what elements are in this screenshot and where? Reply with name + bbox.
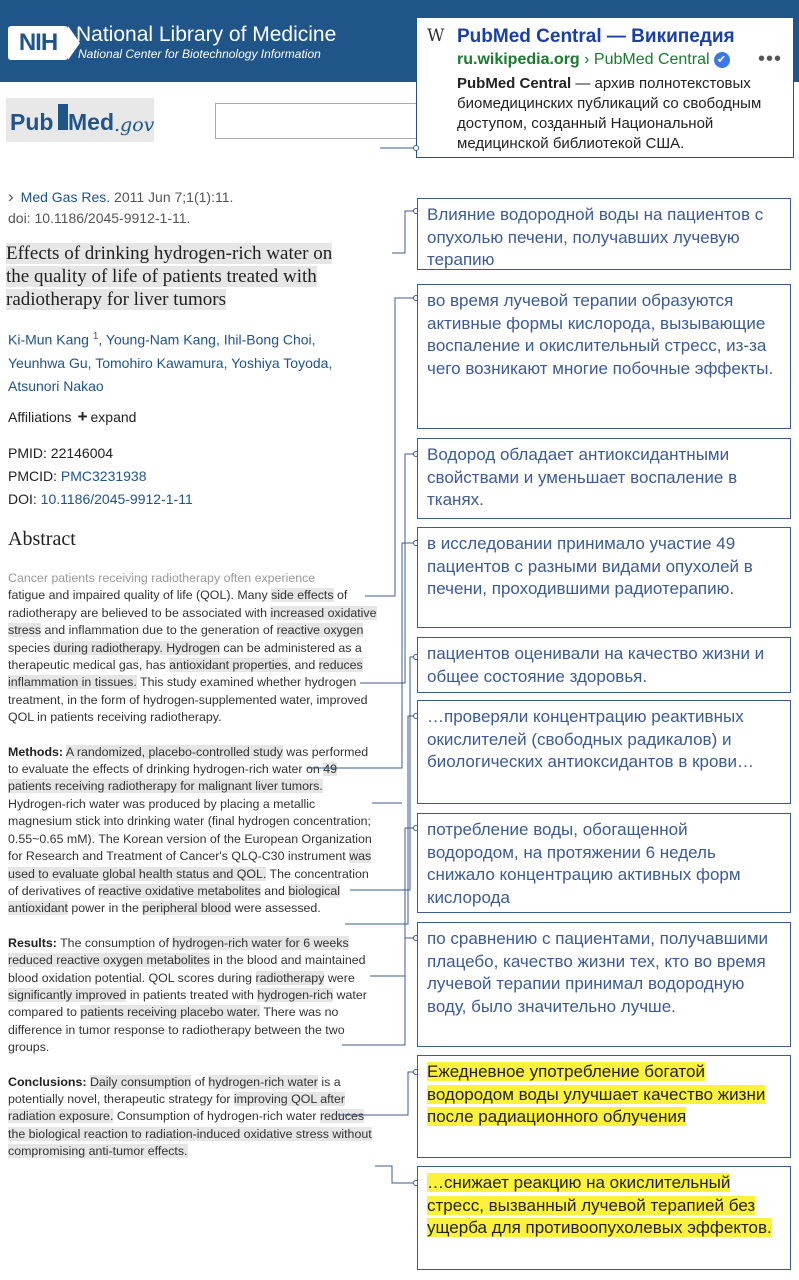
wikipedia-popup [416, 17, 794, 158]
search-input[interactable] [215, 103, 426, 139]
article-ids [8, 442, 193, 511]
doi-label: DOI: [8, 491, 41, 507]
highlight: peripheral blood [142, 901, 232, 916]
article-title [6, 242, 392, 311]
abstract-methods [8, 744, 378, 918]
highlight: during radiotherapy. Hydrogen [53, 640, 220, 655]
highlight: hydrogen-rich water [208, 1074, 318, 1089]
highlighted-text: Ежедневное употребление богатой водородом воды улучшает качество жизни после радиационного облучения [427, 1062, 766, 1126]
annotation-note: потребление воды, обогащенной водородом, на протяжении 6 недель снижало концентрацию активных форм кислорода [417, 813, 791, 913]
abstract-text: of [191, 1074, 209, 1089]
pubmed-logo-pub: Pub [10, 109, 54, 135]
more-options-icon[interactable]: ••• [758, 48, 783, 70]
abstract-text: was performed to evaluate the effects of drinking hydrogen-rich water on [8, 744, 369, 777]
author-list: Ki-Mun Kang $^1$, Young-Nam Kang, Ihil-Bong Choi, Yeunhwa Gu, Tomohiro Kawamura, Yoshiya Toyoda, Atsunori Nakao [8, 331, 333, 394]
citation-line [8, 187, 233, 207]
pmcid-label: PMCID: [8, 468, 61, 484]
annotation-note: пациентов оценивали на качество жизни и общее состояние здоровья. [417, 637, 791, 693]
abstract-text: of radiotherapy are believed to be associated with [8, 588, 348, 620]
abstract-text: can be administered as a therapeutic medical gas, has [8, 640, 362, 673]
abstract-text: species [8, 640, 54, 655]
highlight: reactive oxygen [276, 623, 364, 638]
pubmed-logo-gov: .gov [114, 114, 155, 136]
highlight: increased oxidative stress [8, 605, 377, 638]
abstract-text: in the blood and maintained blood oxidation potential. QOL scores during [8, 953, 366, 985]
affiliations-label: Affiliations [8, 409, 72, 425]
abstract-text: Consumption of hydrogen-rich water [113, 1109, 321, 1124]
abstract-background [8, 570, 378, 727]
abstract-conclusions [8, 1074, 378, 1161]
highlight: significantly improved [8, 987, 127, 1002]
section-label: Conclusions: [8, 1074, 87, 1089]
wiki-snippet-bold: PubMed Central [457, 75, 572, 92]
author-link[interactable]: Yoshiya Toyoda [231, 354, 329, 371]
abstract-text: and [260, 883, 289, 898]
highlight: improving QOL after radiation exposure. [8, 1091, 346, 1124]
faded-text: Cancer patients receiving radiotherapy often experience [8, 571, 316, 585]
pmcid-link[interactable]: PMC3231938 [60, 468, 147, 484]
author-link[interactable]: Ki-Mun Kang [8, 331, 89, 348]
highlight: 49 patients receiving radiotherapy for malignant liver tumors. [8, 762, 338, 794]
abstract-heading: Abstract [8, 528, 76, 550]
journal-link[interactable]: Med Gas Res. [20, 189, 111, 205]
abstract-text: power in the [67, 901, 143, 916]
abstract-text: , and [287, 658, 319, 673]
annotation-note: в исследовании принимало участие 49 пациентов с разными видами опухолей в печени, проходившими радиотерапию. [417, 527, 791, 628]
wiki-url-domain: ru.wikipedia.org [457, 51, 580, 68]
nih-title[interactable]: National Library of Medicine [76, 23, 337, 46]
abstract-text: This study examined whether hydrogen treatment, in the form of hydrogen-supplemented water, improved QOL in patients receiving radiotherapy. [8, 675, 368, 725]
expand-label: expand [90, 409, 137, 425]
abstract-text: The concentration of derivatives of [8, 866, 369, 898]
article-title-line: radiotherapy for liver tumors [6, 289, 227, 310]
highlight: radiotherapy [255, 970, 325, 985]
wikipedia-icon: W [427, 26, 445, 46]
abstract-text: The consumption of [56, 935, 173, 950]
highlight: patients receiving placebo water. [80, 1005, 261, 1020]
author-link[interactable]: Ihil-Bong Choi [223, 331, 312, 348]
affiliations-toggle[interactable] [8, 407, 136, 427]
abstract-text: is a potentially novel, therapeutic strategy for [8, 1074, 341, 1106]
abstract-text: were assessed. [231, 901, 321, 916]
wiki-title[interactable]: PubMed Central — Википедия [457, 26, 735, 47]
pubmed-logo[interactable] [6, 98, 154, 142]
article-title-line: the quality of life of patients treated with [6, 266, 317, 287]
chevron-right-icon[interactable]: › [8, 187, 14, 206]
abstract-text: Hydrogen-rich water was produced by placing a metallic magnesium stick into drinking water (final hydrogen concentration; 0.55~0.65 mM). The Korean version of the European Organization for Research and Treatment of Cancer's QLQ-C30 instrument [8, 796, 372, 864]
author-link[interactable]: Atsunori Nakao [8, 377, 104, 394]
highlight: antioxidant properties [169, 658, 288, 673]
article-title-line: Effects of drinking hydrogen-rich water on [6, 243, 333, 264]
doi-link[interactable]: 10.1186/2045-9912-1-11 [40, 491, 193, 507]
nih-subtitle: National Center for Biotechnology Information [78, 47, 321, 61]
verified-icon: ✔ [714, 52, 730, 68]
abstract-text: There was no difference in tumor response to radiotherapy between the two groups. [8, 1005, 345, 1055]
highlight: was used to evaluate global health status and QOL. [8, 849, 372, 881]
author-link[interactable]: Young-Nam Kang [105, 331, 216, 348]
doi-line: doi: 10.1186/2045-9912-1-11. [8, 210, 191, 226]
abstract-results [8, 935, 378, 1057]
highlight: A randomized, placebo-controlled study [65, 744, 283, 759]
nih-logo[interactable]: NIH [8, 26, 68, 60]
plus-icon: + [77, 407, 88, 426]
citation-date: 2011 Jun 7;1(1):11. [110, 189, 234, 205]
wiki-snippet-text: — архив полнотекстовых биомедицинских публикаций со свободным доступом, созданный Национальной медицинской библиотекой США. [457, 75, 762, 152]
abstract-text: in patients treated with [126, 987, 258, 1002]
wiki-url[interactable] [457, 51, 730, 69]
wiki-url-path: PubMed Central [593, 51, 710, 68]
highlight: reduces the biological reaction to radiation-induced oxidative stress without compromising anti-tumor effects. [8, 1109, 372, 1159]
section-label: Results: [8, 935, 57, 950]
abstract-text: and inflammation due to the generation of [41, 623, 277, 638]
highlight: biological antioxidant [8, 883, 341, 916]
affiliation-sup[interactable]: 1 [92, 331, 99, 342]
highlight: hydrogen-rich water for 6 weeks reduced reactive oxygen metabolites [8, 935, 349, 968]
highlight: side effects [271, 588, 334, 603]
abstract-text: fatigue and impaired quality of life (QOL). Many [8, 588, 272, 603]
bookmark-icon [58, 104, 68, 130]
annotation-note: …проверяли концентрацию реактивных окислителей (свободных радикалов) и биологических антиоксидантов в крови… [417, 700, 791, 804]
annotation-note: во время лучевой терапии образуются активные формы кислорода, вызывающие воспаление и окислительный стресс, из-за чего возникают многие побочные эффекты. [417, 284, 791, 429]
pmid-label: PMID: [8, 445, 51, 461]
annotation-note: Водород обладает антиоксидантными свойствами и уменьшает воспаление в тканях. [417, 438, 791, 519]
pubmed-logo-med: Med [68, 109, 114, 135]
abstract-body [8, 570, 378, 1190]
annotation-note-highlighted [417, 1055, 791, 1158]
author-link[interactable]: Yeunhwa Gu [8, 354, 88, 371]
pmid-value: 22146004 [50, 445, 114, 461]
author-link[interactable]: Tomohiro Kawamura [95, 354, 224, 371]
abstract-text: water compared to [8, 987, 367, 1020]
annotation-note-highlighted [417, 1166, 791, 1270]
highlight: reduces inflammation in tissues. [8, 658, 363, 690]
highlighted-text: …снижает реакцию на окислительный стресс, вызванный лучевой терапией без ущерба для противоопухолевых эффектов. [427, 1173, 772, 1237]
annotation-note: Влияние водородной воды на пациентов с опухолью печени, получавших лучевую терапию [417, 198, 791, 270]
highlight: hydrogen-rich [257, 987, 334, 1002]
highlight: reactive oxidative metabolites [98, 883, 261, 898]
wiki-snippet [457, 74, 789, 154]
section-label: Methods: [8, 744, 64, 759]
abstract-text: were [324, 970, 355, 985]
highlight: Daily consumption [89, 1074, 192, 1089]
wiki-url-sep: › [579, 51, 594, 68]
annotation-note: по сравнению с пациентами, получавшими плацебо, качество жизни тех, кто во время лучевой терапии принимал водородную воду, было значительно лучше. [417, 922, 791, 1047]
